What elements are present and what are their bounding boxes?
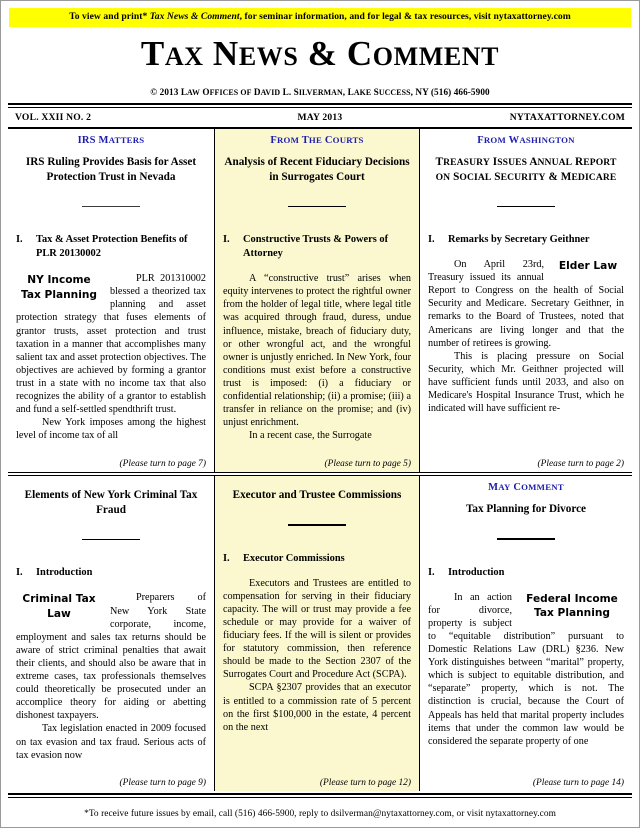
paragraph: In a recent case, the Surrogate	[249, 430, 372, 442]
banner-publication-title: Tax News & Comment	[149, 11, 240, 22]
section-heading-1	[223, 207, 411, 261]
section-title: Introduction	[448, 566, 505, 578]
paragraph-text: Preparers of New York State corporate, income, employment and sales tax returns should be aware of strict criminal penalties that await their clients, and should also be aware that in extreme cases, tax professionals themselves could theoretically be prosecuted under an accomplice theory for aiding or abetting dishonest taxpayers.	[16, 592, 206, 722]
headline-irs-matters: IRS Ruling Provides Basis for Asset Protection Trust in Nevada	[25, 156, 197, 183]
column-executor-commissions	[214, 476, 420, 791]
body-text-from-washington	[428, 247, 624, 415]
paragraph	[16, 591, 206, 722]
footer-note: *To receive future issues by email, call (516) 466-5900, reply to dsilverman@nytaxattorney.com, or visit nytaxattorney.com	[84, 809, 556, 820]
kicker-text: IRS MATTERS	[77, 135, 145, 147]
body-text-from-the-courts	[223, 261, 411, 442]
paragraph: Executors and Trustees are entitled to compensation for serving in their fiduciary capacity. The will or trust may provide a fee schedule or may provide for a waiver of fiduciary fees. If the will is silent or provides for statutory commission, then reference should be made to the Section 2307 of the Surrogates Court and Procedure Act (SCPA).	[223, 577, 411, 681]
top-banner-wrapper	[1, 1, 639, 27]
continuation-note: (Please turn to page 7)	[119, 458, 206, 469]
kicker-may-comment	[428, 476, 624, 493]
banner-post-text: , for seminar information, and for legal & tax resources, visit nytaxattorney.com	[239, 11, 571, 22]
headline-executor-trustee-commissions: Executor and Trustee Commissions	[232, 489, 402, 502]
body-text-criminal-tax-fraud	[16, 580, 206, 761]
section-numeral: I.	[223, 552, 230, 564]
volume-line	[1, 108, 639, 127]
paragraph-text: In an action for divorce, property is subject to “equitable distribution” pursuant to Domestic Relations Law (DRL) §236. New York distinguishes between “marital” property, which is subject to equitable distribution, and “separate” property, which is not. The distinction is crucial, because the Court of Appeals has held that marital property includes items that under the common law would be considered the separate property of one	[428, 591, 624, 747]
headline-from-the-courts: Analysis of Recent Fiduciary Decisions in Surrogates Court	[224, 156, 410, 183]
section-heading-1	[16, 207, 206, 261]
promo-banner	[9, 8, 631, 27]
body-text-executor-commissions	[223, 566, 411, 734]
kicker-from-washington	[428, 129, 624, 146]
footer-rules	[1, 791, 639, 798]
body-text-tax-planning-for-divorce	[428, 580, 624, 748]
section-heading-1	[16, 540, 206, 580]
section-title: Constructive Trusts & Powers of Attorney	[243, 233, 389, 260]
bottom-half-columns	[8, 476, 632, 791]
masthead-rule-thick	[8, 103, 632, 105]
column-may-comment	[420, 476, 632, 791]
paragraph: New York imposes among the highest level of income tax of all	[16, 417, 206, 442]
issue-date: MAY 2013	[297, 111, 343, 123]
volume-number: VOL. XXII NO. 2	[15, 111, 92, 123]
section-numeral: I.	[223, 233, 230, 245]
paragraph: SCPA §2307 provides that an executor is entitled to a commission rate of 5 percent on the first $100,000 in the estate, 4 percent on the next	[223, 682, 411, 733]
headline-from-washington	[428, 146, 624, 185]
paragraph	[428, 591, 624, 748]
section-numeral: I.	[428, 233, 435, 245]
body-text-irs-matters	[16, 261, 206, 442]
section-numeral: I.	[16, 567, 23, 579]
column-from-the-courts	[214, 129, 420, 472]
section-heading-1	[428, 207, 624, 247]
section-title: Remarks by Secretary Geithner	[448, 233, 590, 245]
section-title: Introduction	[36, 567, 93, 579]
section-heading-1	[223, 526, 411, 566]
paragraph	[16, 272, 206, 416]
pull-quote-ny-income-tax-planning: NY Income Tax Planning	[21, 274, 97, 301]
kicker-text: MAY COMMENT	[488, 482, 564, 494]
paragraph-text: PLR 201310002 blessed a theorized tax planning and asset protection strategy that fuses elements of grantor trusts, asset protection and trust taxation in a manner that accomplishes many salient tax and asset protection objectives. The objectives are achieved by forming a grantor trust in a state with no income tax that also recognizes the ability of a grantor to establish and fund a self-settled spendthrift trust.	[16, 273, 206, 416]
banner-pre-text: To view and print*	[69, 11, 148, 22]
copyright-text: © 2013 LAW OFFICES OF DAVID L. SILVERMAN, LAKE SUCCESS, NY (516) 466-5900	[150, 86, 490, 97]
copyright-line	[1, 75, 639, 103]
column-from-washington	[420, 129, 632, 472]
continuation-note: (Please turn to page 5)	[324, 458, 411, 469]
column-criminal-tax-fraud	[8, 476, 214, 791]
section-numeral: I.	[428, 566, 435, 578]
masthead	[1, 27, 639, 75]
kicker-text: FROM WASHINGTON	[477, 135, 575, 147]
footer-rule-thick	[8, 793, 632, 795]
pull-quote-federal-income-tax-planning: Federal Income Tax Planning	[526, 592, 618, 620]
section-title: Executor Commissions	[243, 552, 345, 564]
masthead-title-text: TAX NEWS & COMMENT	[140, 33, 500, 73]
kicker-irs-matters	[16, 129, 206, 146]
continuation-note: (Please turn to page 14)	[532, 778, 624, 789]
headline-criminal-tax-fraud: Elements of New York Criminal Tax Fraud	[24, 489, 198, 517]
pull-quote-elder-law: Elder Law	[558, 260, 618, 273]
headline-tax-planning-for-divorce: Tax Planning for Divorce	[465, 503, 587, 516]
paragraph: This is placing pressure on Social Security, which Mr. Geithner projected will have sufficient funds until 2033, and also on Medicare's Hospital Insurance Trust, which he indicated will have sufficient re-	[428, 350, 624, 415]
kicker-from-the-courts	[223, 129, 411, 146]
kicker-text: FROM THE COURTS	[270, 135, 364, 147]
website-url: NYTAXATTORNEY.COM	[509, 111, 625, 123]
pull-quote-criminal-tax-law: Criminal Tax Law	[22, 593, 96, 620]
paragraph: A “constructive trust” arises when equity intervenes to protect the rightful owner from the holder of legal title, where legal title was acquired through fraud, duress, undue influence, mistake, breach of fiduciary duty, or other wrongful act, and the wrongful owner is unjustly enriched. In New York, four conditions must exist before a constructive trust is imposed: (i) a fiduciary or confidential relationship; (ii) a promise; (iii) a transfer in reliance on the promise; and (iv) unjust enrichment.	[223, 273, 411, 429]
section-title: Tax & Asset Protection Benefits of PLR 20130002	[36, 233, 188, 260]
continuation-note: (Please turn to page 2)	[537, 458, 624, 469]
top-half-columns	[8, 129, 632, 472]
section-numeral: I.	[16, 233, 23, 245]
page-title	[1, 33, 639, 73]
section-heading-1	[428, 540, 624, 580]
headline-text: TREASURY ISSUES ANNUAL REPORT ON SOCIAL SECURITY & MEDICARE	[435, 156, 617, 183]
column-irs-matters	[8, 129, 214, 472]
paragraph	[428, 258, 624, 350]
continuation-note: (Please turn to page 12)	[319, 778, 411, 789]
half-divider-rule-thick	[8, 472, 632, 474]
continuation-note: (Please turn to page 9)	[119, 778, 206, 789]
paragraph: Tax legislation enacted in 2009 focused on tax evasion and tax fraud. Serious acts of tax evasion now	[16, 723, 206, 761]
paragraph-text: On April 23rd, Treasury issued its annual Report to Congress on the health of Social Security and Medicare. Secretary Geithner, in remarks to the Board of Trustees, noted that Americans are living longer and that the number of retirees is growing.	[428, 259, 624, 349]
